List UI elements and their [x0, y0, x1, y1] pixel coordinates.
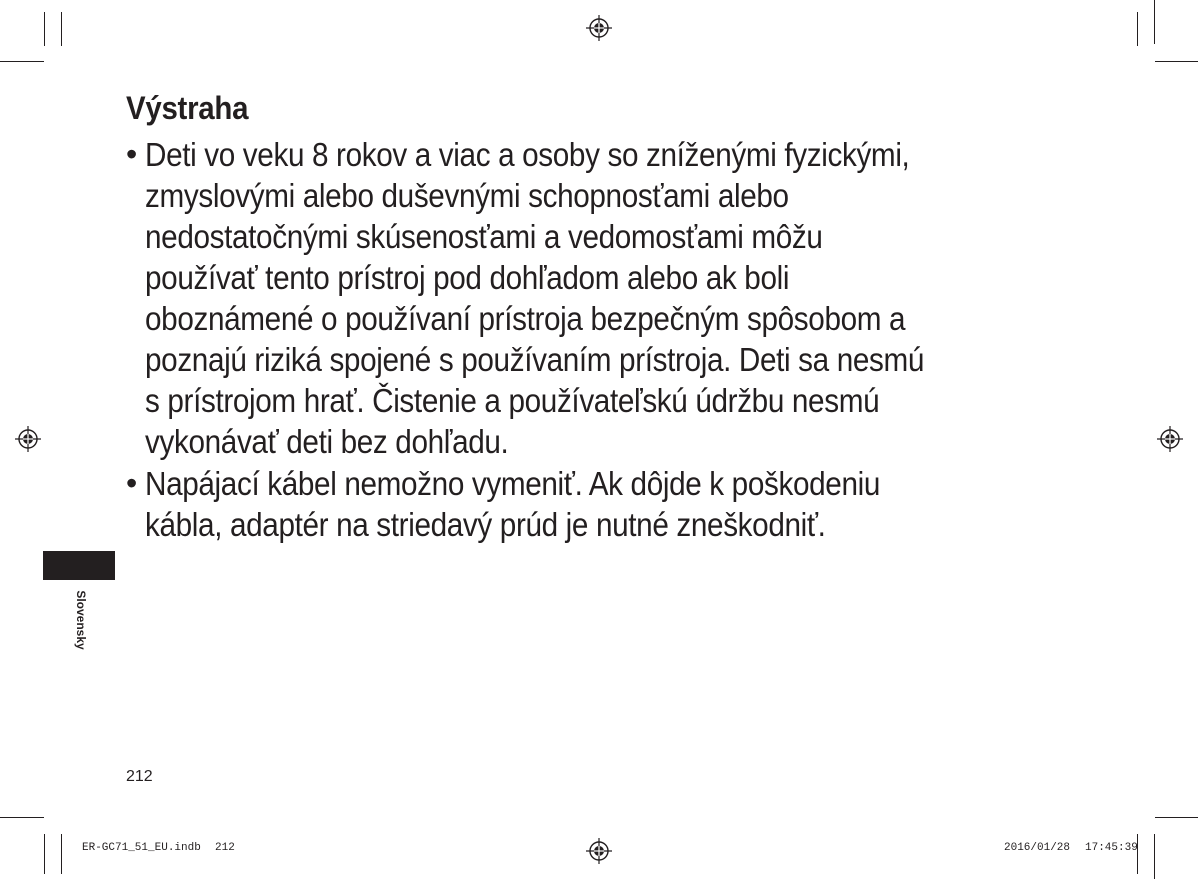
text-line: zmyslovými alebo duševnými schopnosťami alebo — [145, 177, 789, 214]
text-line: s prístrojom hrať. Čistenie a používateľskú údržbu nesmú — [145, 382, 880, 419]
crop-mark — [1154, 834, 1155, 879]
text-line: poznajú riziká spojené s používaním prístroja. Deti sa nesmú — [145, 341, 925, 378]
text-line: používať tento prístroj pod dohľadom alebo ak boli — [145, 259, 790, 296]
language-label: Slovensky — [74, 590, 88, 650]
text-line: Napájací kábel nemožno vymeniť. Ak dôjde k poškodeniu — [145, 465, 881, 502]
crop-mark — [1155, 817, 1198, 818]
text-line: kábla, adaptér na striedavý prúd je nutné zneškodniť. — [145, 506, 826, 543]
crop-mark — [44, 834, 45, 874]
language-tab — [43, 551, 115, 580]
crop-mark — [0, 61, 44, 62]
text-line: nedostatočnými skúsenosťami a vedomosťami môžu — [145, 218, 823, 255]
crop-mark — [1154, 0, 1155, 44]
slug-date: 2016/01/28 — [1004, 842, 1071, 854]
text-line: oboznámené o používaní prístroja bezpečným spôsobom a — [145, 300, 906, 337]
text-line: vykonávať deti bez dohľadu. — [145, 423, 509, 460]
crop-mark — [1155, 61, 1198, 62]
bullet-item — [126, 463, 1126, 545]
registration-mark-icon — [1157, 426, 1183, 452]
crop-mark — [61, 12, 62, 46]
warning-heading: Výstraha — [126, 90, 249, 126]
crop-mark — [0, 817, 44, 818]
page-number: 212 — [126, 768, 153, 785]
bullet-marker: • — [126, 465, 138, 501]
bullet-item — [126, 134, 1126, 462]
crop-mark — [1137, 834, 1138, 874]
registration-mark-icon — [586, 15, 612, 41]
registration-mark-icon — [586, 838, 612, 864]
text-line: Deti vo veku 8 rokov a viac a osoby so zníženými fyzickými, — [145, 136, 910, 173]
bullet-marker: • — [126, 136, 138, 172]
slug-page-number: 212 — [215, 842, 235, 854]
crop-mark — [44, 12, 45, 46]
slug-file-name: ER-GC71_51_EU.indb — [82, 842, 201, 854]
slug-time: 17:45:39 — [1085, 842, 1138, 854]
registration-mark-icon — [15, 426, 41, 452]
crop-mark — [61, 834, 62, 874]
crop-mark — [1137, 12, 1138, 46]
